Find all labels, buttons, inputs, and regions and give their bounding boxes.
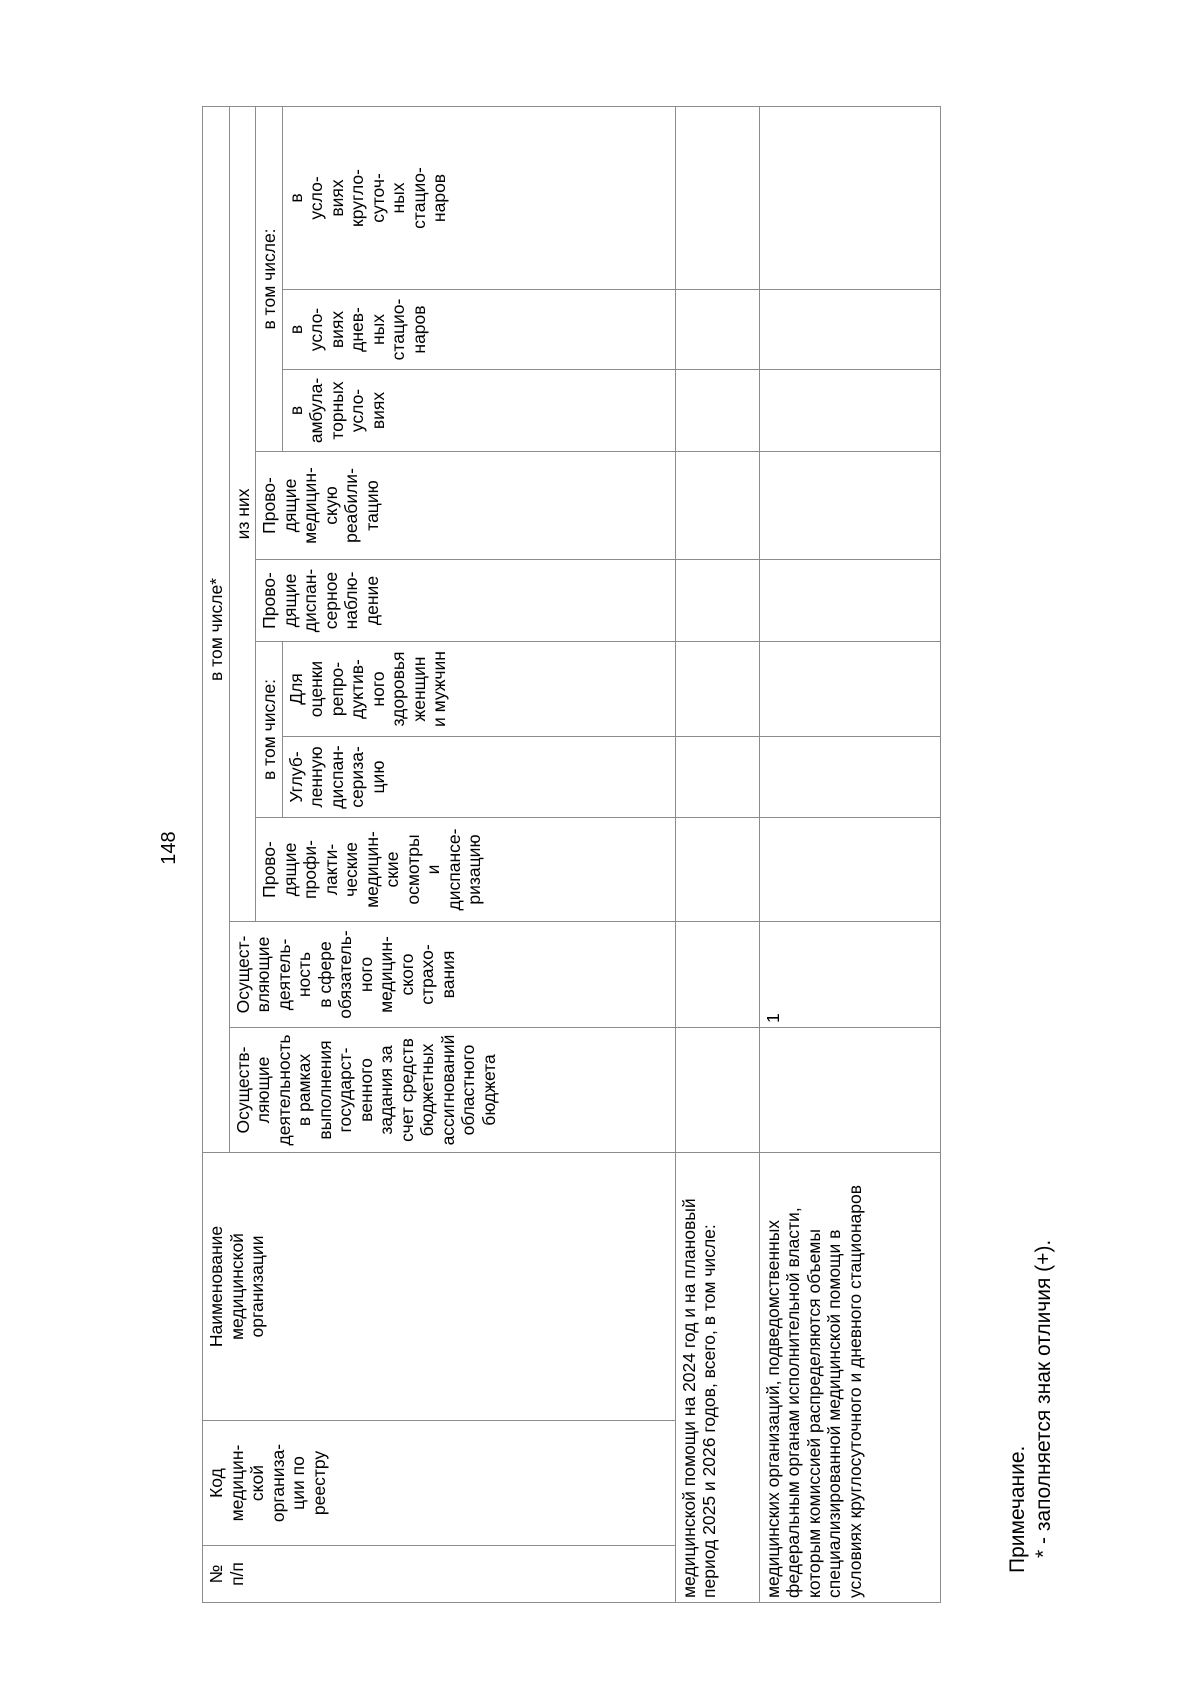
header-deep: Углуб- ленную диспан- сериза- цию bbox=[282, 737, 675, 818]
cell bbox=[759, 560, 940, 642]
organizations-table bbox=[202, 106, 941, 1603]
header-name: Наименование медицинской организации bbox=[203, 1153, 676, 1421]
header-incl: в том числе* bbox=[203, 106, 230, 1152]
header-oms: Осущест- вляющие деятель- ность в сфере обязатель- ного медицин- ского страхо- вания bbox=[229, 922, 675, 1028]
footnote: * - заполняется знак отличия (+). bbox=[1032, 1239, 1055, 1558]
cell bbox=[759, 370, 940, 452]
cell bbox=[759, 642, 940, 737]
cell bbox=[675, 370, 759, 452]
cell bbox=[675, 642, 759, 737]
header-day: в усло- виях днев- ных стацио- наров bbox=[282, 290, 675, 370]
cell bbox=[675, 1028, 759, 1153]
header-code: Код медицин- ской организа- ции по реестру bbox=[203, 1421, 676, 1546]
header-disp-obs: Прово- дящие диспан- серное наблю- дение bbox=[256, 560, 676, 642]
note-heading: Примечание. bbox=[1006, 1445, 1029, 1573]
header-amb: в амбула- торных усло- виях bbox=[282, 370, 675, 452]
header-state-task: Осуществ- ляющие деятельность в рамках выполнения государст- венного задания за счет средств бюджетных ассигнований областного бюджета bbox=[229, 1028, 675, 1153]
cell bbox=[759, 818, 940, 922]
header-rehab: Прово- дящие медицин- скую реабили- тацию bbox=[256, 452, 676, 560]
cell bbox=[675, 106, 759, 289]
header-incl-small-2: в том числе: bbox=[256, 106, 283, 451]
header-prof: Прово- дящие профи- лакти- ческие медицин- ские осмотры и диспансе- ризацию bbox=[256, 818, 676, 922]
cell bbox=[675, 737, 759, 818]
cell-oms: 1 bbox=[759, 922, 940, 1028]
row-label: медицинской помощи на 2024 год и на плановый период 2025 и 2026 годов, всего, в том числе: bbox=[675, 1153, 759, 1603]
header-incl-small-1: в том числе: bbox=[256, 642, 283, 818]
cell-oms bbox=[675, 922, 759, 1028]
table-row bbox=[675, 106, 759, 1602]
header-of-them: из них bbox=[229, 106, 256, 921]
cell bbox=[675, 818, 759, 922]
header-repro: Для оценки репро- дуктив- ного здоровья женщин и мужчин bbox=[282, 642, 675, 737]
page-number: 148 bbox=[158, 831, 180, 865]
cell bbox=[759, 290, 940, 370]
cell bbox=[675, 452, 759, 560]
cell bbox=[759, 1028, 940, 1153]
row-label: медицинских организаций, подведомственных федеральным органам исполнительной власти, которым комиссией распределяются объемы специализированной медицинской помощи в условиях круглосуточного и дневного стационаров bbox=[759, 1153, 940, 1603]
header-round: в усло- виях кругло- суточ- ных стацио- наров bbox=[282, 106, 675, 289]
cell bbox=[759, 106, 940, 289]
header-num: № п/п bbox=[203, 1546, 676, 1603]
table-row bbox=[759, 106, 940, 1602]
cell bbox=[675, 290, 759, 370]
cell bbox=[675, 560, 759, 642]
cell bbox=[759, 452, 940, 560]
cell bbox=[759, 737, 940, 818]
